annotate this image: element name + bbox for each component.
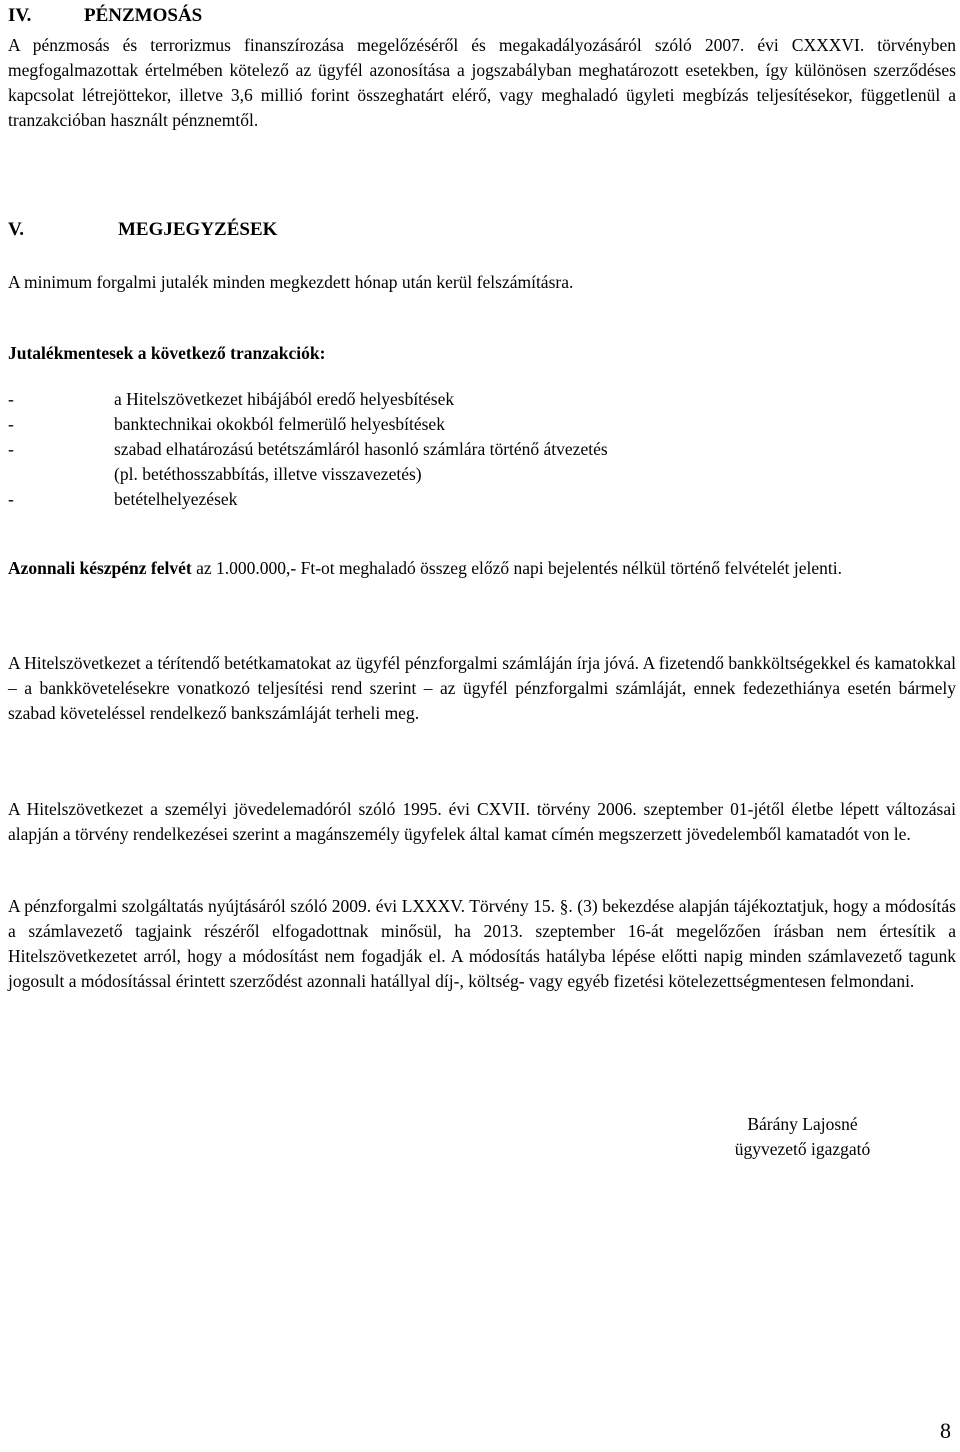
section-4-paragraph: A pénzmosás és terrorizmus finanszírozása megelőzéséről és megakadályozásáról szóló 2007. évi CXXXVI. törvényben megfogalmazottak értelmében kötelező az ügyfél azonosítása a jogszabályban meghatározott esetekben, így különösen szerződéses kapcsolat létrejöttekor, illetve 3,6 millió forint összeghatárt elérő, vagy meghaladó ügyleti megbízás teljesítésekor, függetlenül a tranzakcióban használt pénznemtől. xyxy=(8,35,956,130)
list-dash: - xyxy=(8,439,14,459)
exempt-transactions-list xyxy=(8,387,908,512)
cash-withdrawal-text: az 1.000.000,- Ft-ot meghaladó összeg előző napi bejelentés nélkül történő felvételét jelenti. xyxy=(191,558,842,578)
signatory-name: Bárány Lajosné xyxy=(747,1114,858,1134)
list-item xyxy=(8,412,908,437)
section-5-title: MEGJEGYZÉSEK xyxy=(118,219,278,240)
list-dash: - xyxy=(8,489,14,509)
minimum-commission-note: A minimum forgalmi jutalék minden megkezdett hónap után kerül felszámításra. xyxy=(8,272,574,292)
tax-paragraph: A Hitelszövetkezet a személyi jövedelemadóról szóló 1995. évi CXVII. törvény 2006. szeptember 01-jétől életbe lépett változásai alapján a törvény rendelkezései szerint a magánszemély ügyfelek által kamat címén megszerzett jövedelemből kamatadót von le. xyxy=(8,799,956,844)
interest-paragraph: A Hitelszövetkezet a térítendő betétkamatokat az ügyfél pénzforgalmi számláján írja jóvá. A fizetendő bankköltségekkel és kamatokkal – a bankkövetelésekre vonatkozó teljesítési rend szerint – az ügyfél pénzforgalmi számláját, ennek fedezethiánya esetén bármely szabad követeléssel rendelkező bankszámláját terheli meg. xyxy=(8,653,956,723)
cash-withdrawal-bold: Azonnali készpénz felvét xyxy=(8,558,192,578)
list-item-continuation: (pl. betéthosszabbítás, illetve visszavezetés) xyxy=(114,464,422,484)
section-5-number: V. xyxy=(8,219,25,240)
exempt-transactions-heading: Jutalékmentesek a következő tranzakciók: xyxy=(8,343,326,363)
list-dash: - xyxy=(8,389,14,409)
list-item-text: szabad elhatározású betétszámláról hasonló számlára történő átvezetés xyxy=(114,439,608,459)
list-item-text: banktechnikai okokból felmerülő helyesbítések xyxy=(114,414,445,434)
list-item-text: betételhelyezések xyxy=(114,489,238,509)
list-item xyxy=(8,387,908,412)
section-5-heading xyxy=(8,218,277,242)
list-item-text: a Hitelszövetkezet hibájából eredő helyesbítések xyxy=(114,389,455,409)
list-item xyxy=(8,437,908,487)
list-item xyxy=(8,487,908,512)
list-dash: - xyxy=(8,414,14,434)
signature-block xyxy=(700,1112,905,1162)
page-number: 8 xyxy=(940,1418,951,1443)
payment-services-paragraph: A pénzforgalmi szolgáltatás nyújtásáról szóló 2009. évi LXXXV. Törvény 15. §. (3) bekezdése alapján tájékoztatjuk, hogy a módosítás a számlavezető tagjaink részéről elfogadottnak minősül, ha 2013. szeptember 16-át megelőzően írásban nem értesítik a Hitelszövetkezetet arról, hogy a módosítást nem fogadják el. A módosítás hatályba lépése előtti napig minden számlavezető tagunk jogosult a módosítással érintett szerződést azonnali hatállyal díj-, költség- vagy egyéb fizetési kötelezettségmentesen felmondani. xyxy=(8,896,956,991)
section-4-title: PÉNZMOSÁS xyxy=(84,5,203,26)
signatory-title: ügyvezető igazgató xyxy=(734,1139,871,1159)
section-4-number: IV. xyxy=(8,5,32,26)
section-4-heading xyxy=(8,4,202,28)
cash-withdrawal-paragraph xyxy=(8,556,956,581)
